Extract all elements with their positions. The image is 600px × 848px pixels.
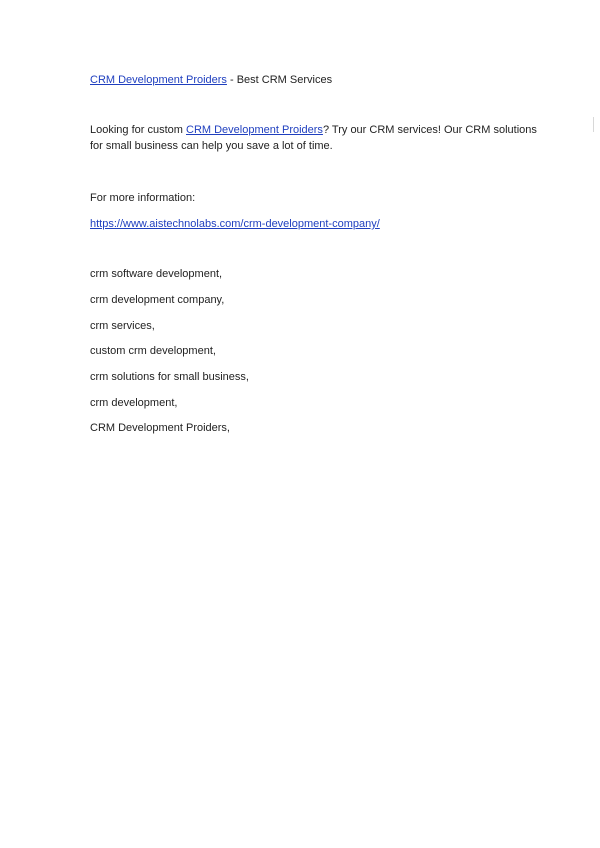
keyword-item: crm development company, — [90, 294, 225, 306]
more-info-url-link[interactable]: https://www.aistechnolabs.com/crm-development-company/ — [90, 218, 380, 230]
intro-text-before-link: Looking for custom — [90, 124, 186, 136]
keyword-item: crm services, — [90, 320, 155, 332]
document-heading — [90, 72, 520, 88]
heading-suffix: - Best CRM Services — [226, 74, 333, 86]
intro-paragraph — [90, 122, 537, 154]
more-info-label: For more information: — [90, 192, 196, 204]
heading-link[interactable]: CRM Development Proiders — [90, 74, 227, 86]
keyword-item: CRM Development Proiders, — [90, 422, 230, 434]
intro-line-2: for small business can help you save a lot of time. — [90, 140, 333, 152]
intro-line-1 — [90, 122, 537, 138]
more-info-url-container — [90, 216, 520, 232]
keyword-item: custom crm development, — [90, 345, 216, 357]
page-edge-mark — [593, 117, 594, 132]
keyword-item: crm software development, — [90, 268, 223, 280]
keyword-item: crm development, — [90, 397, 178, 409]
intro-text-after-link: ? Try our CRM services! Our CRM solutions — [322, 124, 537, 136]
intro-link[interactable]: CRM Development Proiders — [186, 124, 323, 136]
keyword-item: crm solutions for small business, — [90, 371, 249, 383]
